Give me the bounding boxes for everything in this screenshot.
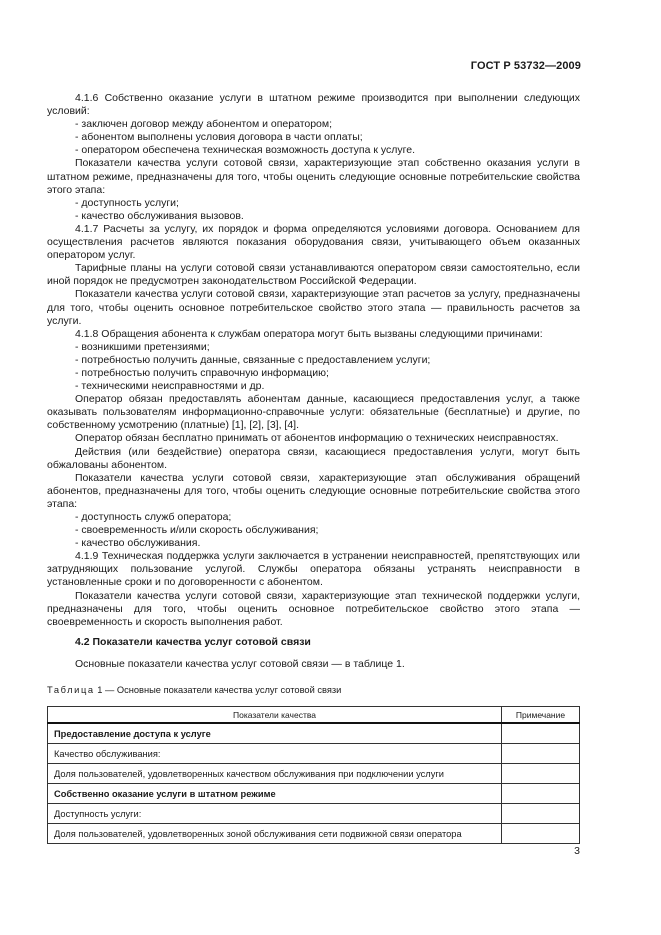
indicator-cell: Доля пользователей, удовлетворенных зоной обслуживания сети подвижной связи оператора	[48, 824, 502, 844]
list-item: - абонентом выполнены условия договора в части оплаты;	[75, 131, 363, 144]
paragraph: Действия (или бездействие) оператора связи, касающиеся предоставления услуги, могут быть обжалованы абонентом.	[47, 445, 580, 471]
list-item: - заключен договор между абонентом и оператором;	[75, 118, 333, 131]
note-cell	[502, 744, 580, 764]
list-item: - потребностью получить справочную информацию;	[75, 366, 329, 379]
table-row	[48, 824, 580, 844]
list-item: - оператором обеспечена техническая возможность доступа к услуге.	[75, 144, 415, 157]
indicator-cell: Доступность услуги:	[48, 804, 502, 824]
list-item: - качество обслуживания вызовов.	[75, 209, 244, 222]
list-item: - потребностью получить данные, связанные с предоставлением услуги;	[75, 353, 431, 366]
table-caption-label: Таблица	[47, 685, 95, 696]
table-caption-text: 1 — Основные показатели качества услуг сотовой связи	[94, 685, 342, 696]
paragraph: Показатели качества услуги сотовой связи, характеризующие этап собственно оказания услуги в штатном режиме, предназначены для того, чтобы оценить следующие основные потребительские свойства этого этапа:	[47, 157, 580, 196]
indicator-cell: Доля пользователей, удовлетворенных качеством обслуживания при подключении услуги	[48, 764, 502, 784]
column-header-indicators: Показатели качества	[48, 707, 502, 724]
indicator-cell: Собственно оказание услуги в штатном режиме	[48, 784, 502, 804]
paragraph: Тарифные планы на услуги сотовой связи устанавливаются оператором связи самостоятельно, если иной порядок не предусмотрен законодательством Российской Федерации.	[47, 262, 580, 288]
quality-indicators-table	[47, 706, 580, 844]
note-cell	[502, 764, 580, 784]
note-cell	[502, 804, 580, 824]
column-header-notes: Примечание	[502, 707, 580, 724]
paragraph: Оператор обязан бесплатно принимать от абонентов информацию о технических неисправностях.	[75, 432, 559, 445]
section-heading: 4.2 Показатели качества услуг сотовой связи	[75, 635, 311, 648]
section-intro: Основные показатели качества услуг сотовой связи — в таблице 1.	[75, 657, 405, 670]
paragraph: Показатели качества услуги сотовой связи, характеризующие этап обслуживания обращений абонентов, предназначены для того, чтобы оценить следующие основные потребительские свойства этого этапа:	[47, 471, 580, 510]
list-item: - доступность услуги;	[75, 196, 179, 209]
list-item: - доступность служб оператора;	[75, 511, 232, 523]
paragraph: Показатели качества услуги сотовой связи, характеризующие этап расчетов за услугу, предназначены для того, чтобы оценить основное потребительское свойство этого этапа — правильность расчетов за услуги.	[47, 288, 580, 327]
page-number: 3	[574, 845, 580, 857]
table-caption	[47, 684, 580, 697]
indicator-cell: Качество обслуживания:	[48, 744, 502, 764]
paragraph: Оператор обязан предоставлять абонентам данные, касающиеся предоставления услуг, а также оказывать пользователям информационно-справочные услуги: обязательные (бесплатные) и другие, по собственному усмотрению (платные) [1], [2], [3], [4].	[47, 393, 580, 432]
paragraph: 4.1.9 Техническая поддержка услуги заключается в устранении неисправностей, препятствующих или затрудняющих пользование услугой. Службы оператора обязаны устранять неисправности в установленные сроки и по договоренности с абонентом.	[47, 550, 580, 589]
paragraph: 4.1.6 Собственно оказание услуги в штатном режиме производится при выполнении следующих условий:	[47, 92, 580, 118]
paragraph: Показатели качества услуги сотовой связи, характеризующие этап технической поддержки услуги, предназначены для того, чтобы оценить основное потребительское свойство этого этапа — своевременность и скорость выполнения работ.	[47, 589, 580, 628]
list-item: - возникшими претензиями;	[75, 340, 210, 353]
table-row	[48, 784, 580, 804]
paragraph: 4.1.7 Расчеты за услугу, их порядок и форма определяются условиями договора. Основанием для осуществления расчетов являются показания оборудования связи, учитывающего объем оказанных оператором услуг.	[47, 222, 580, 262]
note-cell	[502, 723, 580, 744]
table-row	[48, 764, 580, 784]
paragraph: 4.1.8 Обращения абонента к службам оператора могут быть вызваны следующими причинами:	[75, 327, 543, 340]
note-cell	[502, 824, 580, 844]
list-item: - качество обслуживания.	[75, 537, 201, 550]
table-row	[48, 744, 580, 764]
body-text	[47, 92, 580, 629]
note-cell	[502, 784, 580, 804]
list-item: - своевременность и/или скорость обслуживания;	[75, 524, 319, 537]
indicator-cell: Предоставление доступа к услуге	[48, 723, 502, 744]
table-row	[48, 804, 580, 824]
list-item: - техническими неисправностями и др.	[75, 380, 265, 393]
table-row	[48, 723, 580, 744]
document-id: ГОСТ Р 53732—2009	[470, 60, 581, 72]
page-body	[47, 92, 580, 844]
